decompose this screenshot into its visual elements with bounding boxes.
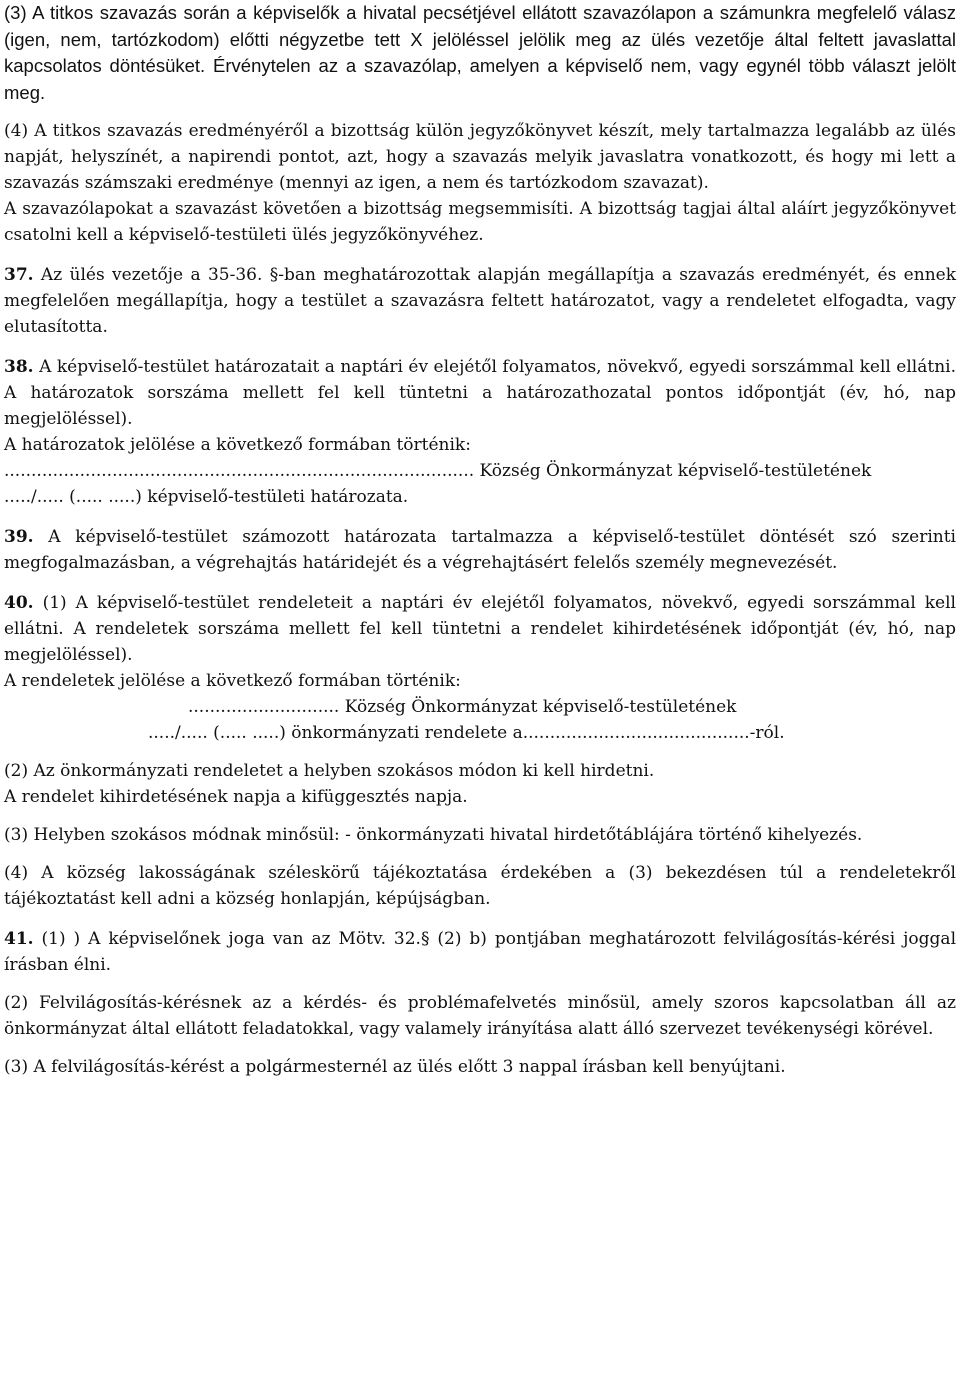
paragraph-4-minutes: (4) A titkos szavazás eredményéről a bizottság külön jegyzőkönyvet készít, mely tartalmazza legalább az ülés napját, helyszínét, a napirendi pontot, azt, hogy a szavazás melyik javaslatra vonatkozott, és hogy mi lett a szavazás számszaki eredménye (mennyi az igen, a nem és tartózkodom szavazat). bbox=[4, 121, 956, 194]
section-text: Az ülés vezetője a 35-36. §-ban meghatározottak alapján megállapítja a szavazás eredményét, és ennek megfelelően megállapítja, hogy a testület a szavazásra feltett határozatot, vagy a rendeletet elfogadta, vagy elutasította. bbox=[4, 265, 956, 338]
section-number: 39. bbox=[4, 527, 34, 548]
section-text: A képviselő-testület számozott határozata tartalmazza a képviselő-testület döntését szó szerinti megfogalmazásban, a végrehajtás határidejét és a végrehajtásért felelős személy megnevezését. bbox=[4, 527, 956, 574]
section-41 bbox=[4, 926, 956, 978]
section-37 bbox=[4, 262, 956, 340]
section-41-paragraph-2: (2) Felvilágosítás-kérésnek az a kérdés- és problémafelvetés minősül, amely szoros kapcsolatban áll az önkormányzat által ellátott feladatokkal, vagy valamely irányítása alatt álló szervezet tevékenységi körével. bbox=[4, 993, 956, 1040]
section-40-paragraph-3: (3) Helyben szokásos módnak minősül: - önkormányzati hivatal hirdetőtáblájára történő kihelyezés. bbox=[4, 825, 863, 846]
paragraph-4-ballots-destroyed: A szavazólapokat a szavazást követően a bizottság megsemmisíti. A bizottság tagjai által aláírt jegyzőkönyvet csatolni kell a képviselő-testületi ülés jegyzőkönyvéhez. bbox=[4, 199, 956, 246]
section-38 bbox=[4, 354, 956, 432]
section-text: (1) A képviselő-testület rendeleteit a naptári év elejétől folyamatos, növekvő, egyedi sorszámmal kell ellátni. A rendeletek sorszáma mellett fel kell tüntetni a rendelet kihirdetésének időpontját (év, hó, nap megjelöléssel). bbox=[4, 593, 956, 666]
resolution-format-intro: A határozatok jelölése a következő formában történik: bbox=[4, 435, 471, 456]
resolution-format-line-2: ...../..... (..... .....) képviselő-testületi határozata. bbox=[4, 487, 409, 508]
section-40 bbox=[4, 590, 956, 668]
section-41-paragraph-3: (3) A felvilágosítás-kérést a polgármesternél az ülés előtt 3 nappal írásban kell benyújtani. bbox=[4, 1057, 786, 1078]
section-number: 40. bbox=[4, 593, 34, 614]
decree-format-line-1: ............................ Község Önkormányzat képviselő-testületének bbox=[188, 697, 737, 718]
section-number: 38. bbox=[4, 357, 34, 378]
section-39 bbox=[4, 524, 956, 576]
resolution-format-line-1: ....................................................................................... Község Önkormányzat képviselő-testületének bbox=[4, 461, 872, 482]
section-40-paragraph-4: (4) A község lakosságának széleskörű tájékoztatása érdekében a (3) bekezdésen túl a rendeletekről tájékoztatást kell adni a község honlapján, képújságban. bbox=[4, 863, 956, 910]
section-number: 37. bbox=[4, 265, 34, 286]
section-text: (1) ) A képviselőnek joga van az Mötv. 32.§ (2) b) pontjában meghatározott felvilágosítás-kérési joggal írásban élni. bbox=[4, 929, 956, 976]
section-text: A képviselő-testület határozatait a naptári év elejétől folyamatos, növekvő, egyedi sorszámmal kell ellátni. A határozatok sorszáma mellett fel kell tüntetni a határozathozatal pontos időpontját (év, hó, nap megjelöléssel). bbox=[4, 357, 956, 430]
decree-format-line-2: ...../..... (..... .....) önkormányzati rendelete a..........................................-ról. bbox=[148, 723, 785, 744]
paragraph-3-secret-ballot: (3) A titkos szavazás során a képviselők a hivatal pecsétjével ellátott szavazólapon a számunkra megfelelő válasz (igen, nem, tartózkodom) előtti négyzetbe tett X jelöléssel jelölik meg az ülés vezetője által feltett javaslattal kapcsolatos döntésüket. Érvénytelen az a szavazólap, amelyen a képviselő nem, vagy egynél több választ jelölt meg. bbox=[4, 2, 956, 103]
section-40-paragraph-2-cont: A rendelet kihirdetésének napja a kifüggesztés napja. bbox=[4, 787, 468, 808]
section-number: 41. bbox=[4, 929, 34, 950]
section-40-paragraph-2: (2) Az önkormányzati rendeletet a helyben szokásos módon ki kell hirdetni. bbox=[4, 761, 655, 782]
decree-format-intro: A rendeletek jelölése a következő formában történik: bbox=[4, 671, 461, 692]
